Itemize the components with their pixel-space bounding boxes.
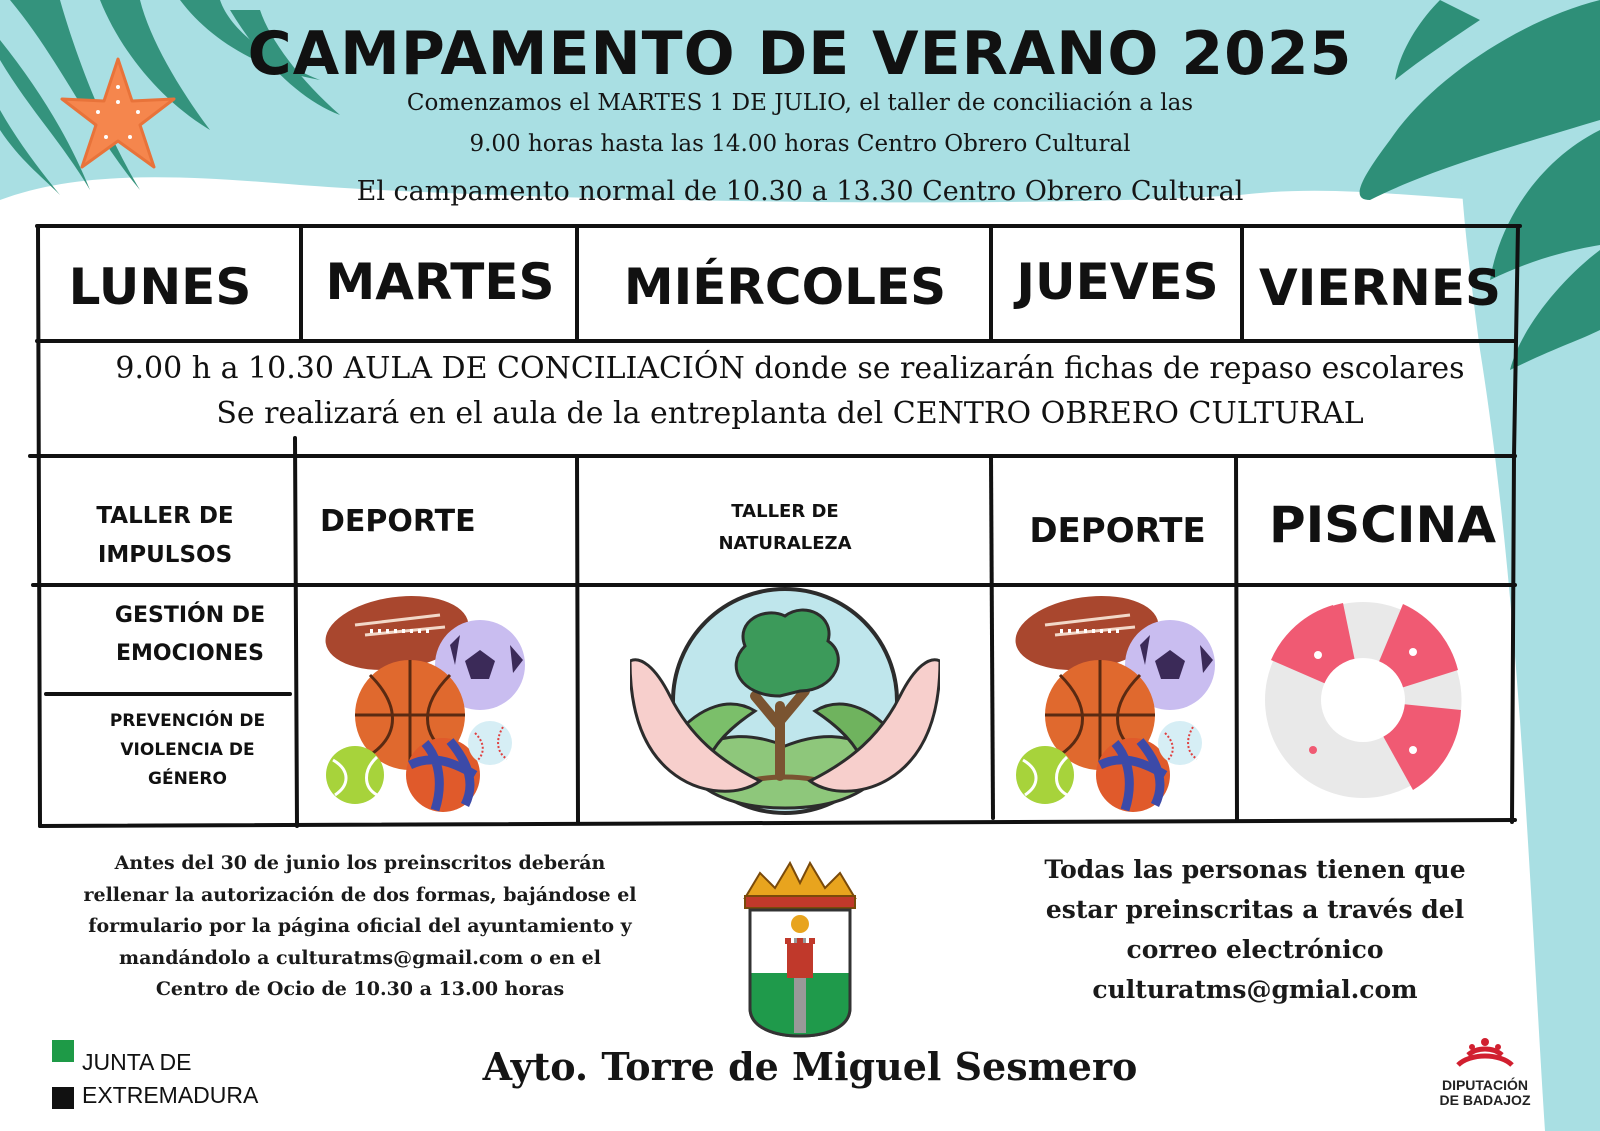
footer-left-line-4: mandándolo a culturatms@gmail.com o en el [119,946,601,969]
junta-line-1: JUNTA DE [82,1049,192,1075]
gestion-emociones [75,597,305,673]
day-jueves: JUEVES [1016,253,1219,311]
day-martes: MARTES [325,253,555,311]
footer-right-line-4: culturatms@gmial.com [1092,975,1418,1004]
junta-green-square [52,1040,74,1062]
prevencion-violencia [60,707,315,794]
ayuntamiento-name: Ayto. Torre de Miguel Sesmero [482,1044,1138,1089]
prevencion-line-2: VIOLENCIA DE [120,740,255,760]
page-title: CAMPAMENTO DE VERANO 2025 [247,19,1353,89]
diputacion-line-2: DE BADAJOZ [1439,1092,1531,1108]
footer-left-line-1: Antes del 30 de junio los preinscritos deberán [114,852,606,874]
diputacion-logo-icon [1450,1035,1520,1075]
lifebuoy-icon [1263,600,1463,800]
activity-miercoles [580,496,990,560]
junta-logo-text [82,1046,258,1112]
activity-viernes: PISCINA [1268,496,1497,554]
nature-hands-icon [630,586,940,816]
diputacion-logo-text [1420,1078,1550,1108]
activity-lunes [40,497,290,575]
sports-balls-icon [1015,595,1230,820]
gestion-line-2: EMOCIONES [116,641,264,666]
activity-jueves: DEPORTE [1029,511,1206,551]
footer-right-line-2: estar preinscritas a través del [1045,895,1465,924]
intro-line-2: 9.00 horas hasta las 14.00 horas Centro Obrero Cultural [469,131,1131,157]
conciliation-line-1: 9.00 h a 10.30 AULA DE CONCILIACIÓN donde se realizarán fichas de repaso escolares [115,351,1465,386]
activity-miercoles-line-2: NATURALEZA [718,533,852,554]
activity-lunes-line-2: IMPULSOS [97,542,233,568]
intro-line-3: El campamento normal de 10.30 a 13.30 Centro Obrero Cultural [356,176,1244,207]
footer-left-line-3: formulario por la página oficial del ayuntamiento y [88,915,632,937]
coat-of-arms-icon [740,858,860,1038]
activity-lunes-line-1: TALLER DE [96,503,234,529]
day-viernes: VIERNES [1259,259,1501,317]
day-lunes: LUNES [68,258,252,316]
footer-right-line-1: Todas las personas tienen que [1044,855,1466,884]
activity-martes: DEPORTE [320,504,476,539]
gestion-line-1: GESTIÓN DE [114,603,266,628]
footer-right-text [1015,850,1495,1010]
footer-left-text [70,848,650,1006]
activity-miercoles-line-1: TALLER DE [731,501,839,522]
junta-black-square [52,1087,74,1109]
day-miercoles: MIÉRCOLES [623,258,947,316]
sports-balls-icon [325,595,540,820]
intro-line-1: Comenzamos el MARTES 1 DE JULIO, el taller de conciliación a las [406,90,1194,116]
diputacion-line-1: DIPUTACIÓN [1441,1077,1529,1093]
footer-right-line-3: correo electrónico [1126,935,1384,964]
footer-left-line-2: rellenar la autorización de dos formas, bajándose el [83,883,637,906]
footer-left-line-5: Centro de Ocio de 10.30 a 13.00 horas [155,978,565,1000]
conciliation-line-2: Se realizará en el aula de la entreplanta del CENTRO OBRERO CULTURAL [216,396,1364,431]
junta-line-2: EXTREMADURA [82,1082,259,1108]
prevencion-line-3: GÉNERO [148,769,227,789]
prevencion-line-1: PREVENCIÓN DE [109,711,266,731]
